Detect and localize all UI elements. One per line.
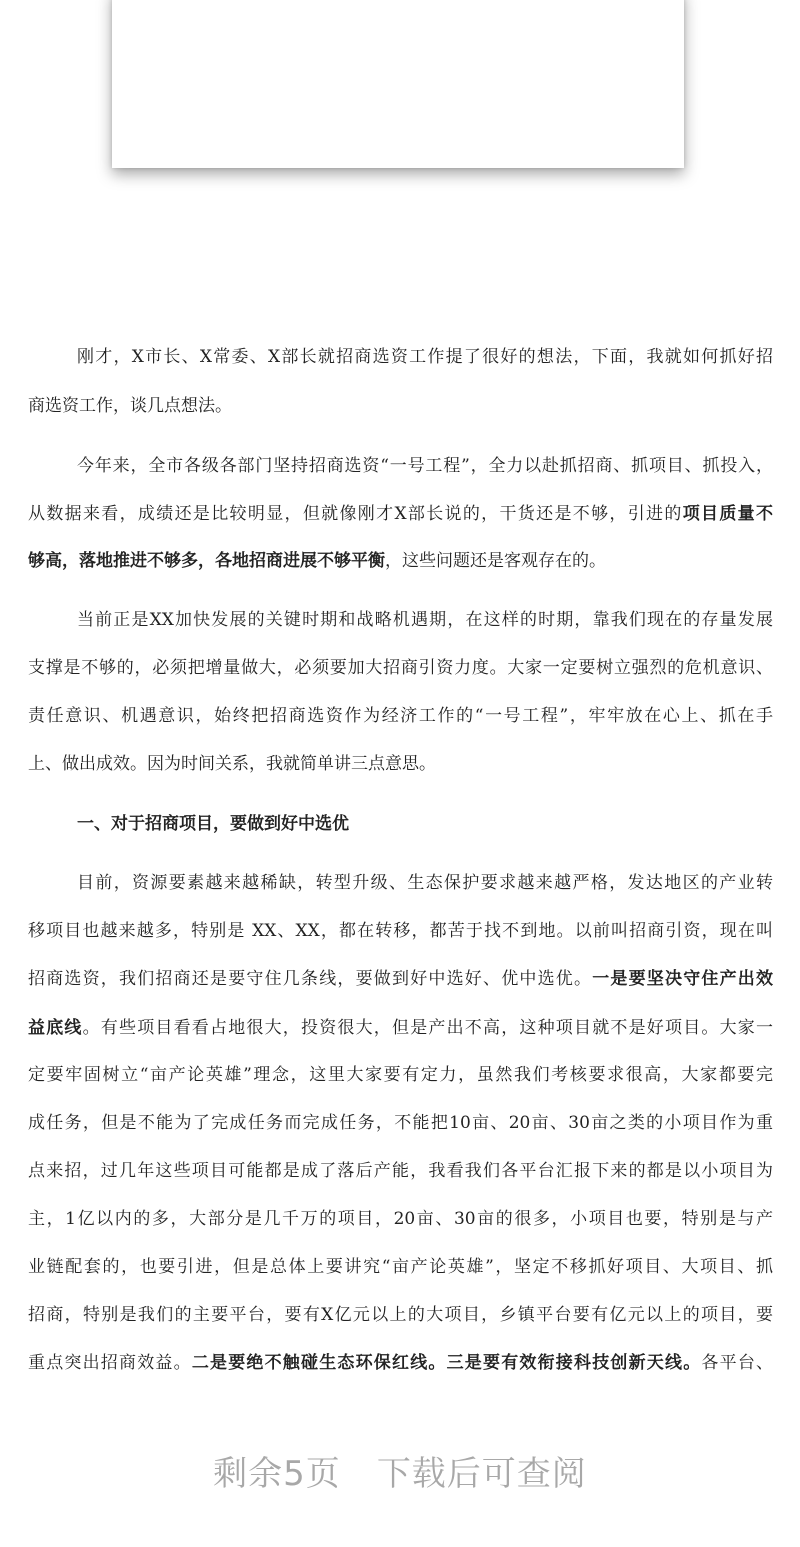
remaining-pages-label: 剩余5页 [213, 1454, 341, 1494]
text-segment: 刚才，X市长、X常委、X部长就招商选资工作提了很好的想法，下面，我就如何抓好招 [77, 347, 773, 367]
text-line [28, 394, 773, 418]
text-segment: 上、做出成效。因为时间关系，我就简单讲三点意思。 [28, 754, 436, 774]
text-segment: 定要牢固树立“亩产论英雄”理念，这里大家要有定力，虽然我们考核要求很高，大家都要完 [28, 1065, 773, 1085]
bold-text: 够高，落地推进不够多，各地招商进展不够平衡 [28, 551, 385, 571]
text-line [28, 1111, 773, 1135]
text-segment: 从数据来看，成绩还是比较明显，但就像刚才X部长说的，干货还是不够，引进的 [28, 504, 683, 524]
text-segment: 各平台、 [701, 1353, 774, 1373]
text-line [28, 967, 773, 991]
text-segment: 责任意识、机遇意识，始终把招商选资作为经济工作的“一号工程”，牢牢放在心上、抓在手 [28, 706, 773, 726]
text-line [77, 608, 773, 632]
text-segment: 今年来，全市各级各部门坚持招商选资“一号工程”，全力以赴抓招商、抓项目、抓投入， [77, 456, 773, 476]
section-heading [77, 812, 773, 836]
bold-text: 一是要坚决守住产出效 [592, 969, 774, 989]
text-segment: 招商选资，我们招商还是要守住几条线，要做到好中选好、优中选优。 [28, 969, 593, 989]
text-line [28, 1159, 773, 1183]
text-line [28, 1016, 773, 1040]
text-segment: 业链配套的，也要引进，但是总体上要讲究“亩产论英雄”，坚定不移抓好项目、大项目、抓 [28, 1257, 773, 1277]
text-segment: ，这些问题还是客观存在的。 [385, 551, 606, 571]
text-line [28, 1351, 773, 1375]
text-segment: 目前，资源要素越来越稀缺，转型升级、生态保护要求越来越严格，发达地区的产业转 [77, 873, 773, 893]
previous-page-card [112, 0, 684, 168]
text-line [77, 871, 773, 895]
bold-text: 益底线 [28, 1018, 83, 1038]
text-line [28, 1303, 773, 1327]
text-line [28, 656, 773, 680]
text-segment: 点来招，过几年这些项目可能都是成了落后产能，我看我们各平台汇报下来的都是以小项目为 [28, 1161, 773, 1181]
text-segment: 商选资工作，谈几点想法。 [28, 396, 232, 416]
text-line [28, 1063, 773, 1087]
text-segment: 成任务，但是不能为了完成任务而完成任务，不能把10亩、20亩、30亩之类的小项目作为重 [28, 1113, 773, 1133]
text-segment: 重点突出招商效益。 [28, 1353, 192, 1373]
bold-text: 一、对于招商项目，要做到好中选优 [77, 814, 349, 834]
text-line [77, 345, 773, 369]
text-segment: 招商，特别是我们的主要平台，要有X亿元以上的大项目，乡镇平台要有亿元以上的项目，要 [28, 1305, 773, 1325]
text-line [28, 502, 773, 526]
text-segment: 。有些项目看看占地很大，投资很大，但是产出不高，这种项目就不是好项目。大家一 [82, 1018, 774, 1038]
text-segment: 移项目也越来越多，特别是 XX、XX，都在转移，都苦于找不到地。以前叫招商引资，现在叫 [28, 921, 773, 941]
bold-text: 二是要绝不触碰生态环保红线。三是要有效衔接科技创新天线。 [191, 1353, 702, 1373]
text-segment: 主，1亿以内的多，大部分是几千万的项目，20亩、30亩的很多，小项目也要，特别是与产 [28, 1209, 773, 1229]
download-hint-label: 下载后可查阅 [376, 1454, 587, 1494]
text-segment: 支撑是不够的，必须把增量做大，必须要加大招商引资力度。大家一定要树立强烈的危机意识、 [28, 658, 773, 678]
text-line [77, 454, 773, 478]
text-segment: 当前正是XX加快发展的关键时期和战略机遇期，在这样的时期，靠我们现在的存量发展 [77, 610, 773, 630]
text-line [28, 1207, 773, 1231]
bold-text: 项目质量不 [682, 504, 773, 524]
download-prompt[interactable] [0, 1446, 800, 1495]
text-line [28, 1255, 773, 1279]
text-line [28, 549, 773, 573]
text-line [28, 704, 773, 728]
text-line [28, 752, 773, 776]
text-line [28, 919, 773, 943]
